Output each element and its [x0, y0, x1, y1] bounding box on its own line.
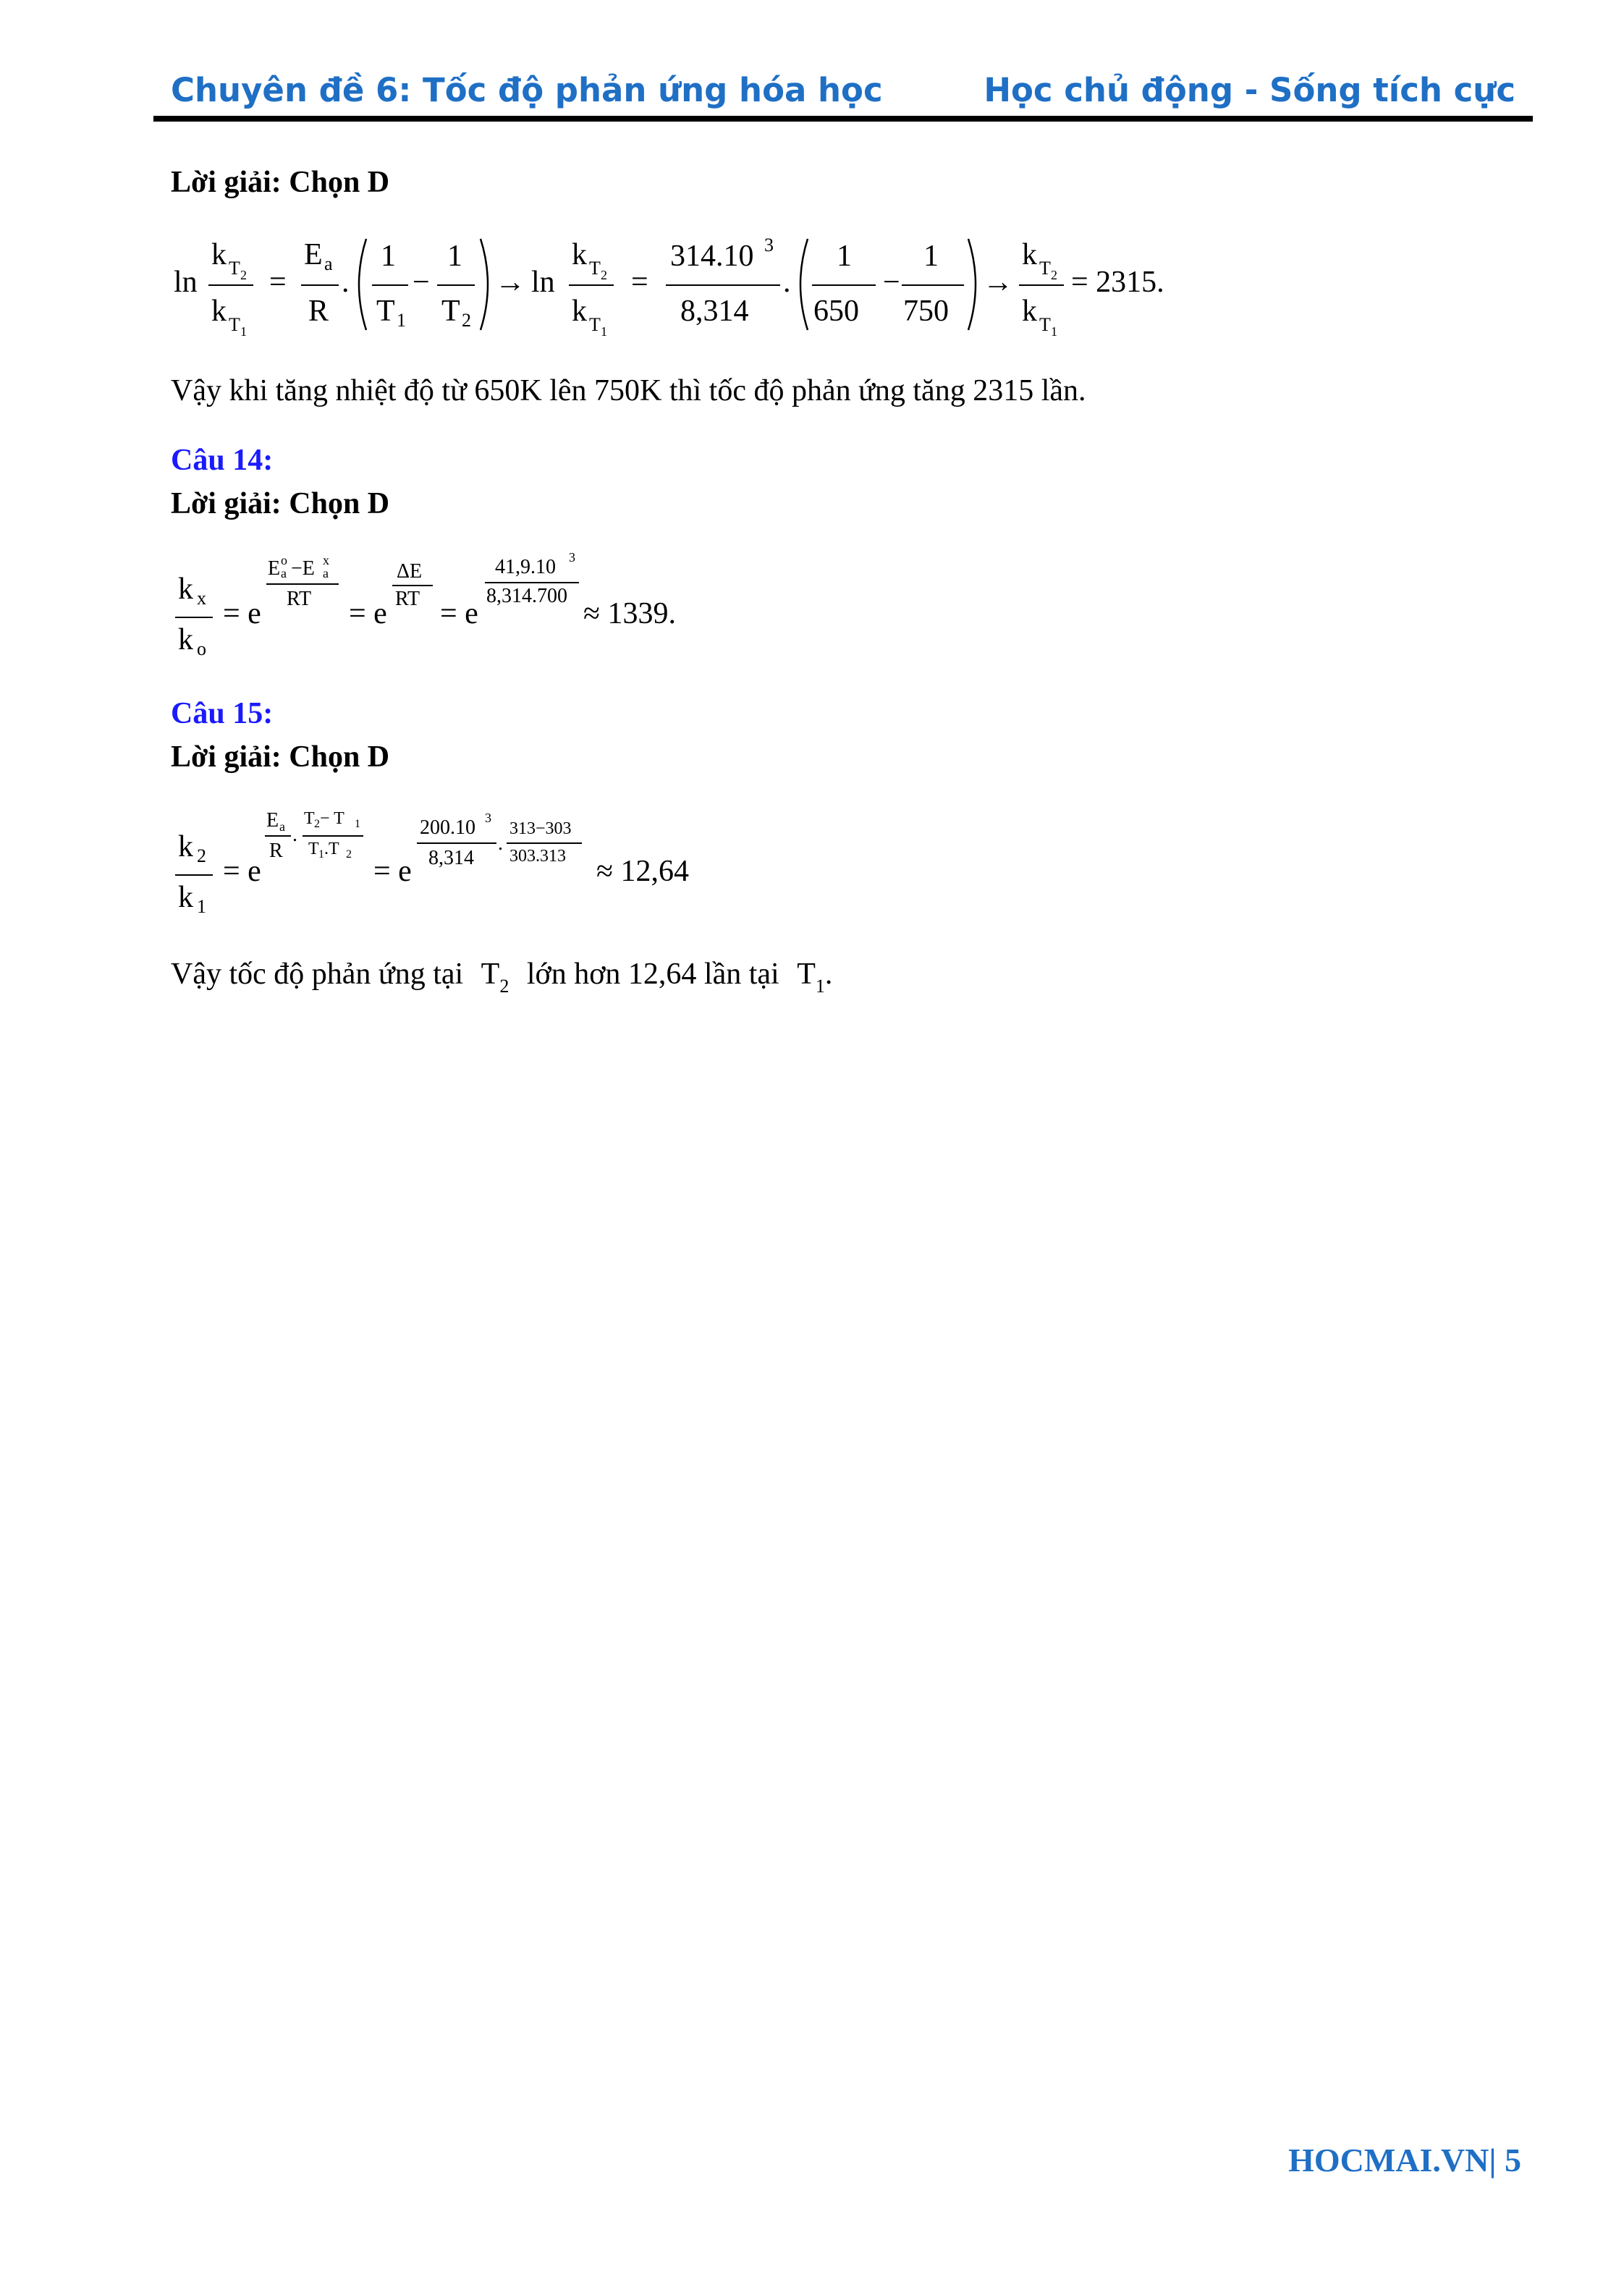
page-footer	[1288, 2141, 1521, 2179]
page-number: 5	[1505, 2142, 1521, 2179]
chapter-title: Chuyên đề 6: Tốc độ phản ứng hóa học	[171, 71, 883, 109]
conclusion-13: Vậy khi tăng nhiệt độ từ 650K lên 750K thì tốc độ phản ứng tăng 2315 lần.	[171, 374, 1086, 407]
question-15-title: Câu 15:	[171, 697, 274, 730]
solution-label-14: Lời giải: Chọn D	[171, 487, 390, 520]
solution-label-15: Lời giải: Chọn D	[171, 740, 390, 774]
conclusion-15: Vậy tốc độ phản ứng tại $T_2$ lớn hơn 12,64 lần tại $T_1$.	[171, 958, 833, 997]
equation-13: ln k T 2 k T 1 = E a R . 1 T 1 − 1 T 2 → ln k T 2 k T 1 = 314.10 3 8,314 . 1 650 − 1 750 → k T 2 k T 1 = 2315.	[174, 234, 1164, 339]
equation-14: k x k o = e E o a −E x a RT = e ΔE RT = e 41,9.10 3 8,314.700 ≈ 1339.	[171, 550, 822, 666]
page-header	[153, 71, 1531, 122]
question-14-title: Câu 14:	[171, 444, 274, 477]
solution-label-13: Lời giải: Chọn D	[171, 166, 390, 199]
header-rule	[153, 116, 1533, 122]
footer-separator: |	[1489, 2142, 1497, 2179]
equation-15: k 2 k 1 = e E a R . T 2 − T 1 T 1 .T 2 = e 200.10 3 8,314 . 313−303 303.313 ≈ 12,64	[171, 803, 822, 926]
slogan: Học chủ động - Sống tích cực	[984, 71, 1515, 109]
site-name: HOCMAI.VN	[1288, 2142, 1489, 2179]
